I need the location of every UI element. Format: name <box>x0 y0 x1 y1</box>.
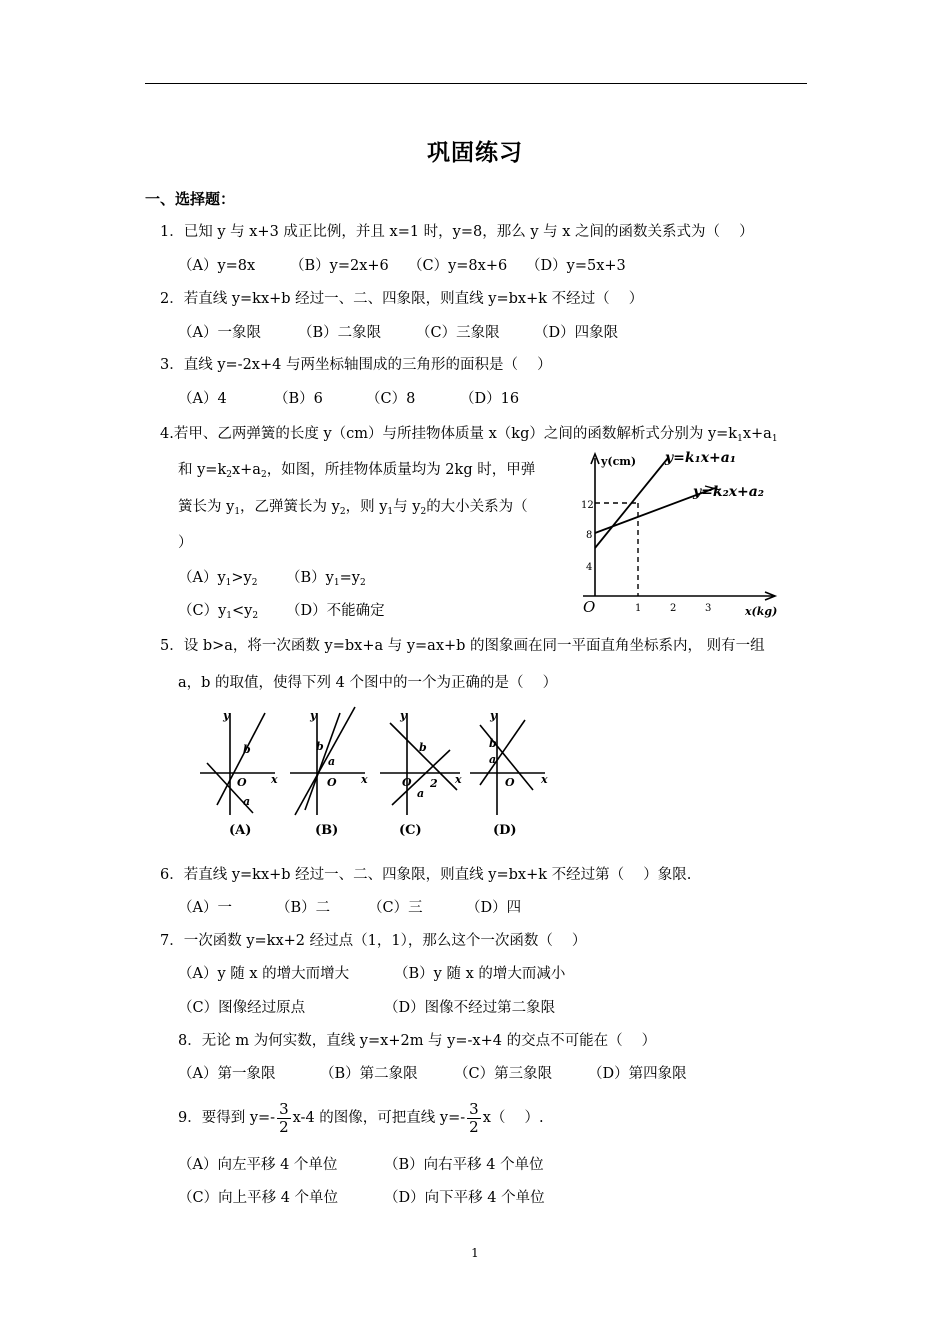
q5-c-y-label: y <box>400 709 407 722</box>
section-heading: 一、选择题： <box>145 190 236 208</box>
q4-option-c: $(C)y_1<y_2$ <box>178 603 259 621</box>
q4-ytick-8: 8 <box>586 530 593 541</box>
q5-c-origin: O <box>402 776 412 789</box>
q4-origin: O <box>583 598 596 616</box>
q4-ytick-4: 4 <box>586 562 593 573</box>
q2-stem: 2．若直线 y=kx+b 经过一、二、四象限，则直线 y=bx+k 不经过（ ） <box>160 291 644 307</box>
q4-stem-line1: 4.若甲、乙两弹簧的长度 y（cm）与所挂物体质量 x（kg）之间的函数解析式分别为 $y=k_1x+a_1$ <box>160 426 778 444</box>
q7-option-b: （B）y 随 x 的增大而减小 <box>394 966 566 982</box>
q1-options <box>178 256 626 276</box>
q7-option-c: （C）图像经过原点 <box>178 1000 306 1016</box>
q5-c-b: b <box>419 741 427 754</box>
q4-option-d: （D）不能确定 <box>286 603 385 619</box>
q5-c-caption: (C) <box>399 823 422 838</box>
q5-b-a: a <box>328 755 336 768</box>
q6-option-c: （C）三 <box>368 900 423 916</box>
q8-option-a: （A）第一象限 <box>178 1066 276 1082</box>
q5-b-b: b <box>316 740 324 753</box>
q8-option-c: （C）第三象限 <box>454 1066 553 1082</box>
q5-d-line2 <box>480 720 525 785</box>
q9-options-row2 <box>178 1188 545 1208</box>
q1-stem: 1．已知 y 与 x+3 成正比例，并且 x=1 时，y=8，那么 y 与 x 之间的函数关系式为（ ） <box>160 224 754 240</box>
q4-stem-line4: ） <box>178 535 193 551</box>
q5-a-x-label: x <box>271 773 278 786</box>
q5-d-y-label: y <box>490 709 497 722</box>
q4-y-label: y(cm) <box>601 455 637 468</box>
q6-stem: 6．若直线 y=kx+b 经过一、二、四象限，则直线 y=bx+k 不经过第（ ）象限. <box>160 867 692 883</box>
q9-option-a: （A）向左平移 4 个单位 <box>178 1157 338 1173</box>
q7-stem: 7．一次函数 y=kx+2 经过点（1，1），那么这个一次函数（ ） <box>160 933 587 949</box>
q1-option-c: （C）y=8x+6 <box>408 258 508 274</box>
q2-option-c: （C）三象限 <box>416 325 500 341</box>
q4-options-row2 <box>178 601 385 626</box>
q4-line1-label: y=k₁x+a₁ <box>665 450 736 466</box>
q3-option-b: （B）6 <box>274 391 323 407</box>
q5-stem-line1: 5．设 b>a，将一次函数 y=bx+a 与 y=ax+b 的图象画在同一平面直角坐标系内， 则有一组 <box>160 638 765 654</box>
q5-a-origin: O <box>237 776 247 789</box>
q3-option-a: （A）4 <box>178 391 227 407</box>
page-number: 1 <box>471 1246 479 1260</box>
q3-options <box>178 389 519 409</box>
q5-d-b: b <box>489 737 497 750</box>
q4-option-a: $(A)y_1>y_2$ <box>178 570 258 588</box>
q7-option-a: （A）y 随 x 的增大而增大 <box>178 966 350 982</box>
q4-x-label: x(kg) <box>745 605 778 618</box>
q5-c-a: a <box>417 787 425 800</box>
q5-a-a: a <box>243 795 251 808</box>
q9-option-b: （B）向右平移 4 个单位 <box>384 1157 544 1173</box>
q1-option-b: （B）y=2x+6 <box>290 258 389 274</box>
q5-c-line1 <box>390 723 457 790</box>
q9-option-d: （D）向下平移 4 个单位 <box>384 1190 545 1206</box>
header-rule <box>145 83 807 84</box>
q5-b-caption: (B) <box>315 823 339 838</box>
q9-stem: 9．要得到 y=- $\frac{3}{2}$ x-4 的图像，可把直线 y=- $\frac{3}{2}$ x（ ）. <box>178 1099 544 1136</box>
q8-option-d: （D）第四象限 <box>588 1066 687 1082</box>
q4-stem-line3: 簧长为 $y_1$，乙弹簧长为 $y_2$，则 $y_1$与 $y_2$的大小关系为（ <box>178 499 528 517</box>
q7-options-row1 <box>178 964 565 984</box>
q8-stem: 8．无论 m 为何实数，直线 y=x+2m 与 y=-x+4 的交点不可能在（ ） <box>178 1033 657 1049</box>
q3-option-d: （D）16 <box>460 391 520 407</box>
q3-stem: 3．直线 y=-2x+4 与两坐标轴围成的三角形的面积是（ ） <box>160 357 552 373</box>
q3-option-c: （C）8 <box>366 391 416 407</box>
q5-b-x-label: x <box>361 773 368 786</box>
q5-c-x-label: x <box>455 773 462 786</box>
q4-xtick-1: 1 <box>635 603 642 614</box>
q1-option-d: （D）y=5x+3 <box>526 258 626 274</box>
q6-option-a: （A）一 <box>178 900 232 916</box>
q2-options <box>178 323 618 343</box>
q4-ytick-12: 12 <box>581 500 594 511</box>
q7-option-d: （D）图像不经过第二象限 <box>384 1000 556 1016</box>
q5-d-caption: (D) <box>493 823 517 838</box>
q4-option-b: $(B)y_1=y_2$ <box>286 570 366 588</box>
q9-options-row1 <box>178 1155 544 1175</box>
q2-option-a: （A）一象限 <box>178 325 261 341</box>
q4-line2-label: y=k₂x+a₂ <box>693 484 764 500</box>
q9-fraction-2: $\frac{3}{2}$ <box>469 1099 479 1136</box>
q2-option-d: （D）四象限 <box>534 325 619 341</box>
q6-option-b: （B）二 <box>276 900 331 916</box>
q9-fraction-1: $\frac{3}{2}$ <box>279 1099 289 1136</box>
q8-options <box>178 1064 687 1084</box>
q5-a-y-label: y <box>223 709 230 722</box>
q5-b-line1 <box>295 707 355 815</box>
q6-options <box>178 898 521 918</box>
q5-a-b: b <box>243 743 251 756</box>
q1-option-a: （A）y=8x <box>178 258 256 274</box>
q5-b-y-label: y <box>310 709 317 722</box>
q4-spring-graph <box>575 448 790 623</box>
q7-options-row2 <box>178 998 555 1018</box>
q5-d-x-label: x <box>541 773 548 786</box>
q5-d-origin: O <box>505 776 515 789</box>
q5-a-line1 <box>217 713 265 805</box>
q5-d-a: a <box>489 753 497 766</box>
q4-options-row1 <box>178 568 366 593</box>
q4-xtick-3: 3 <box>705 603 712 614</box>
q5-graph-set <box>195 705 555 840</box>
q8-option-b: （B）第二象限 <box>320 1066 418 1082</box>
q5-a-caption: (A) <box>229 823 252 838</box>
q5-b-origin: O <box>327 776 337 789</box>
page-title: 巩固练习 <box>427 139 523 166</box>
q4-xtick-2: 2 <box>670 603 677 614</box>
q4-stem-line2: 和 $y=k_2x+a_2$，如图，所挂物体质量均为 2kg 时，甲弹 <box>178 462 536 480</box>
q5-c-two: 2 <box>430 777 438 790</box>
q2-option-b: （B）二象限 <box>298 325 382 341</box>
q5-stem-line2: a，b 的取值，使得下列 4 个图中的一个为正确的是（ ） <box>178 675 558 691</box>
q6-option-d: （D）四 <box>466 900 522 916</box>
q9-option-c: （C）向上平移 4 个单位 <box>178 1190 339 1206</box>
